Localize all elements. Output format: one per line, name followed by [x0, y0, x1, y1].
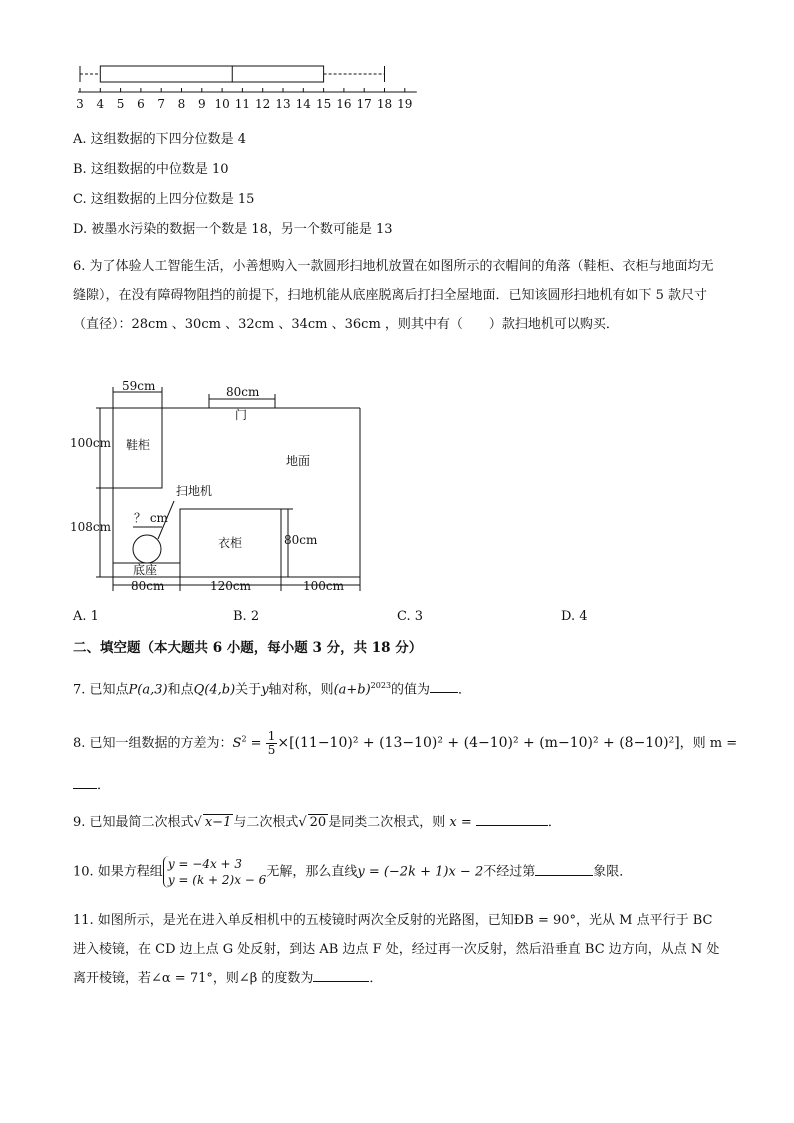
bottom-dim-3: 100cm: [303, 579, 345, 593]
closet-floorplan-figure: [70, 375, 380, 597]
one-fifth-fraction: $\frac{1}{5}$: [267, 729, 276, 757]
shoe-width-label: 59cm: [122, 379, 156, 393]
q6-option-c: C. 3: [397, 609, 424, 624]
question-6-text: 6. 为了体验人工智能生活，小善想购入一款圆形扫地机放置在如图所示的衣帽间的角落（鞋柜、衣柜与地面均无缝隙），在没有障碍物阻挡的前提下，扫地机能从底座脱离后打扫全屋地面．已知该圆形扫地机有如下 5 款尺寸（直径）：28cm 、30cm 、32cm 、34cm 、36cm ，则其中有（ ）款扫地机可以购买．: [73, 259, 714, 332]
equation-system: y = −4x + 3 y = (k + 2)x − 6: [163, 856, 267, 888]
axis-tick-label: 5: [116, 97, 125, 111]
q6-option-b: B. 2: [233, 609, 260, 624]
q7-answer-blank: [430, 680, 458, 693]
floor-label: 地面: [286, 454, 311, 468]
question-7: 7. 已知点P(a,3)和点Q(4,b)关于y轴对称，则$(a+b)^{2023}$的值为 ．: [73, 681, 472, 698]
question-11: 11. 如图所示，是光在进入单反相机中的五棱镜时两次全反射的光路图，已知ÐB = 90°，光从 M 点平行于 BC 进入棱镜，在 CD 边上点 G 处反射，到达 AB 边点 F 处，经过再一次反射，然后沿垂直 BC 边方向，从点 N 处离开棱镜，若∠α = 71°，则∠β 的度数为 ．: [73, 913, 720, 986]
axis-tick-label: 14: [295, 97, 311, 111]
axis-tick-label: 19: [397, 97, 413, 111]
q5-option-b: B. 这组数据的中位数是 10: [73, 162, 229, 177]
axis-tick-label: 9: [197, 97, 206, 111]
question-9: 9. 已知最简二次根式√ x−1 与二次根式√ 20 是同类二次根式，则 x = ．: [73, 815, 561, 830]
robot-label: 扫地机: [176, 484, 213, 498]
q6-option-a: A. 1: [73, 609, 99, 624]
question-10: 10. 如果方程组 y = −4x + 3 y = (k + 2)x − 6 无解，那么直线y = (−2k + 1)x − 2不经过第 象限．: [73, 857, 633, 887]
axis-tick-label: 8: [177, 97, 186, 111]
q10-answer-blank: [535, 863, 593, 876]
axis-tick-label: 12: [255, 97, 271, 111]
q11-answer-blank: [313, 969, 369, 982]
q6-option-d: D. 4: [561, 609, 588, 624]
base-label: 底座: [133, 563, 158, 577]
axis-tick-label: 6: [137, 97, 145, 111]
axis-tick-label: 7: [157, 97, 166, 111]
axis-tick-label: 13: [275, 97, 291, 111]
bottom-dim-1: 80cm: [131, 579, 165, 593]
q5-option-c: C. 这组数据的上四分位数是 15: [73, 192, 255, 207]
iqr-box: [100, 66, 323, 82]
q8-answer-line: ．: [73, 776, 110, 794]
wardrobe-label: 衣柜: [218, 536, 243, 550]
robot-size-label: ？ cm: [134, 511, 168, 525]
axis-tick-label: 16: [336, 97, 352, 111]
door-label: 门: [235, 408, 248, 422]
question-8: 8. 已知一组数据的方差为：$S^2$ = $\frac{1}{5}$ ×[(11−10)² + (13−10)² + (4−10)² + (m−10)² + (8−10)²]，则 m =: [73, 729, 738, 757]
q9-answer-blank: [476, 813, 548, 826]
axis-tick-label: 10: [214, 97, 230, 111]
axis-tick-label: 3: [76, 97, 84, 111]
box-plot: [70, 62, 430, 114]
wardrobe-height-label: 80cm: [284, 533, 318, 547]
q5-option-d: D. 被墨水污染的数据一个数是 18，另一个数可能是 13: [73, 222, 393, 237]
bottom-dim-2: 120cm: [210, 579, 252, 593]
q8-answer-blank: [73, 776, 97, 789]
axis-tick-label: 11: [234, 97, 251, 111]
axis-tick-label: 4: [96, 97, 105, 111]
axis-tick-label: 17: [356, 97, 372, 111]
left-top-dim-label: 100cm: [70, 436, 112, 450]
axis-tick-label: 15: [315, 97, 332, 111]
door-width-label: 80cm: [226, 385, 260, 399]
axis-tick-label: 18: [376, 97, 393, 111]
section-2-header: 二、填空题（本大题共 6 小题，每小题 3 分，共 18 分）: [73, 640, 423, 656]
shoe-cabinet-label: 鞋柜: [126, 438, 151, 452]
q5-option-a: A. 这组数据的下四分位数是 4: [73, 132, 247, 147]
left-bottom-dim-label: 108cm: [70, 520, 112, 534]
